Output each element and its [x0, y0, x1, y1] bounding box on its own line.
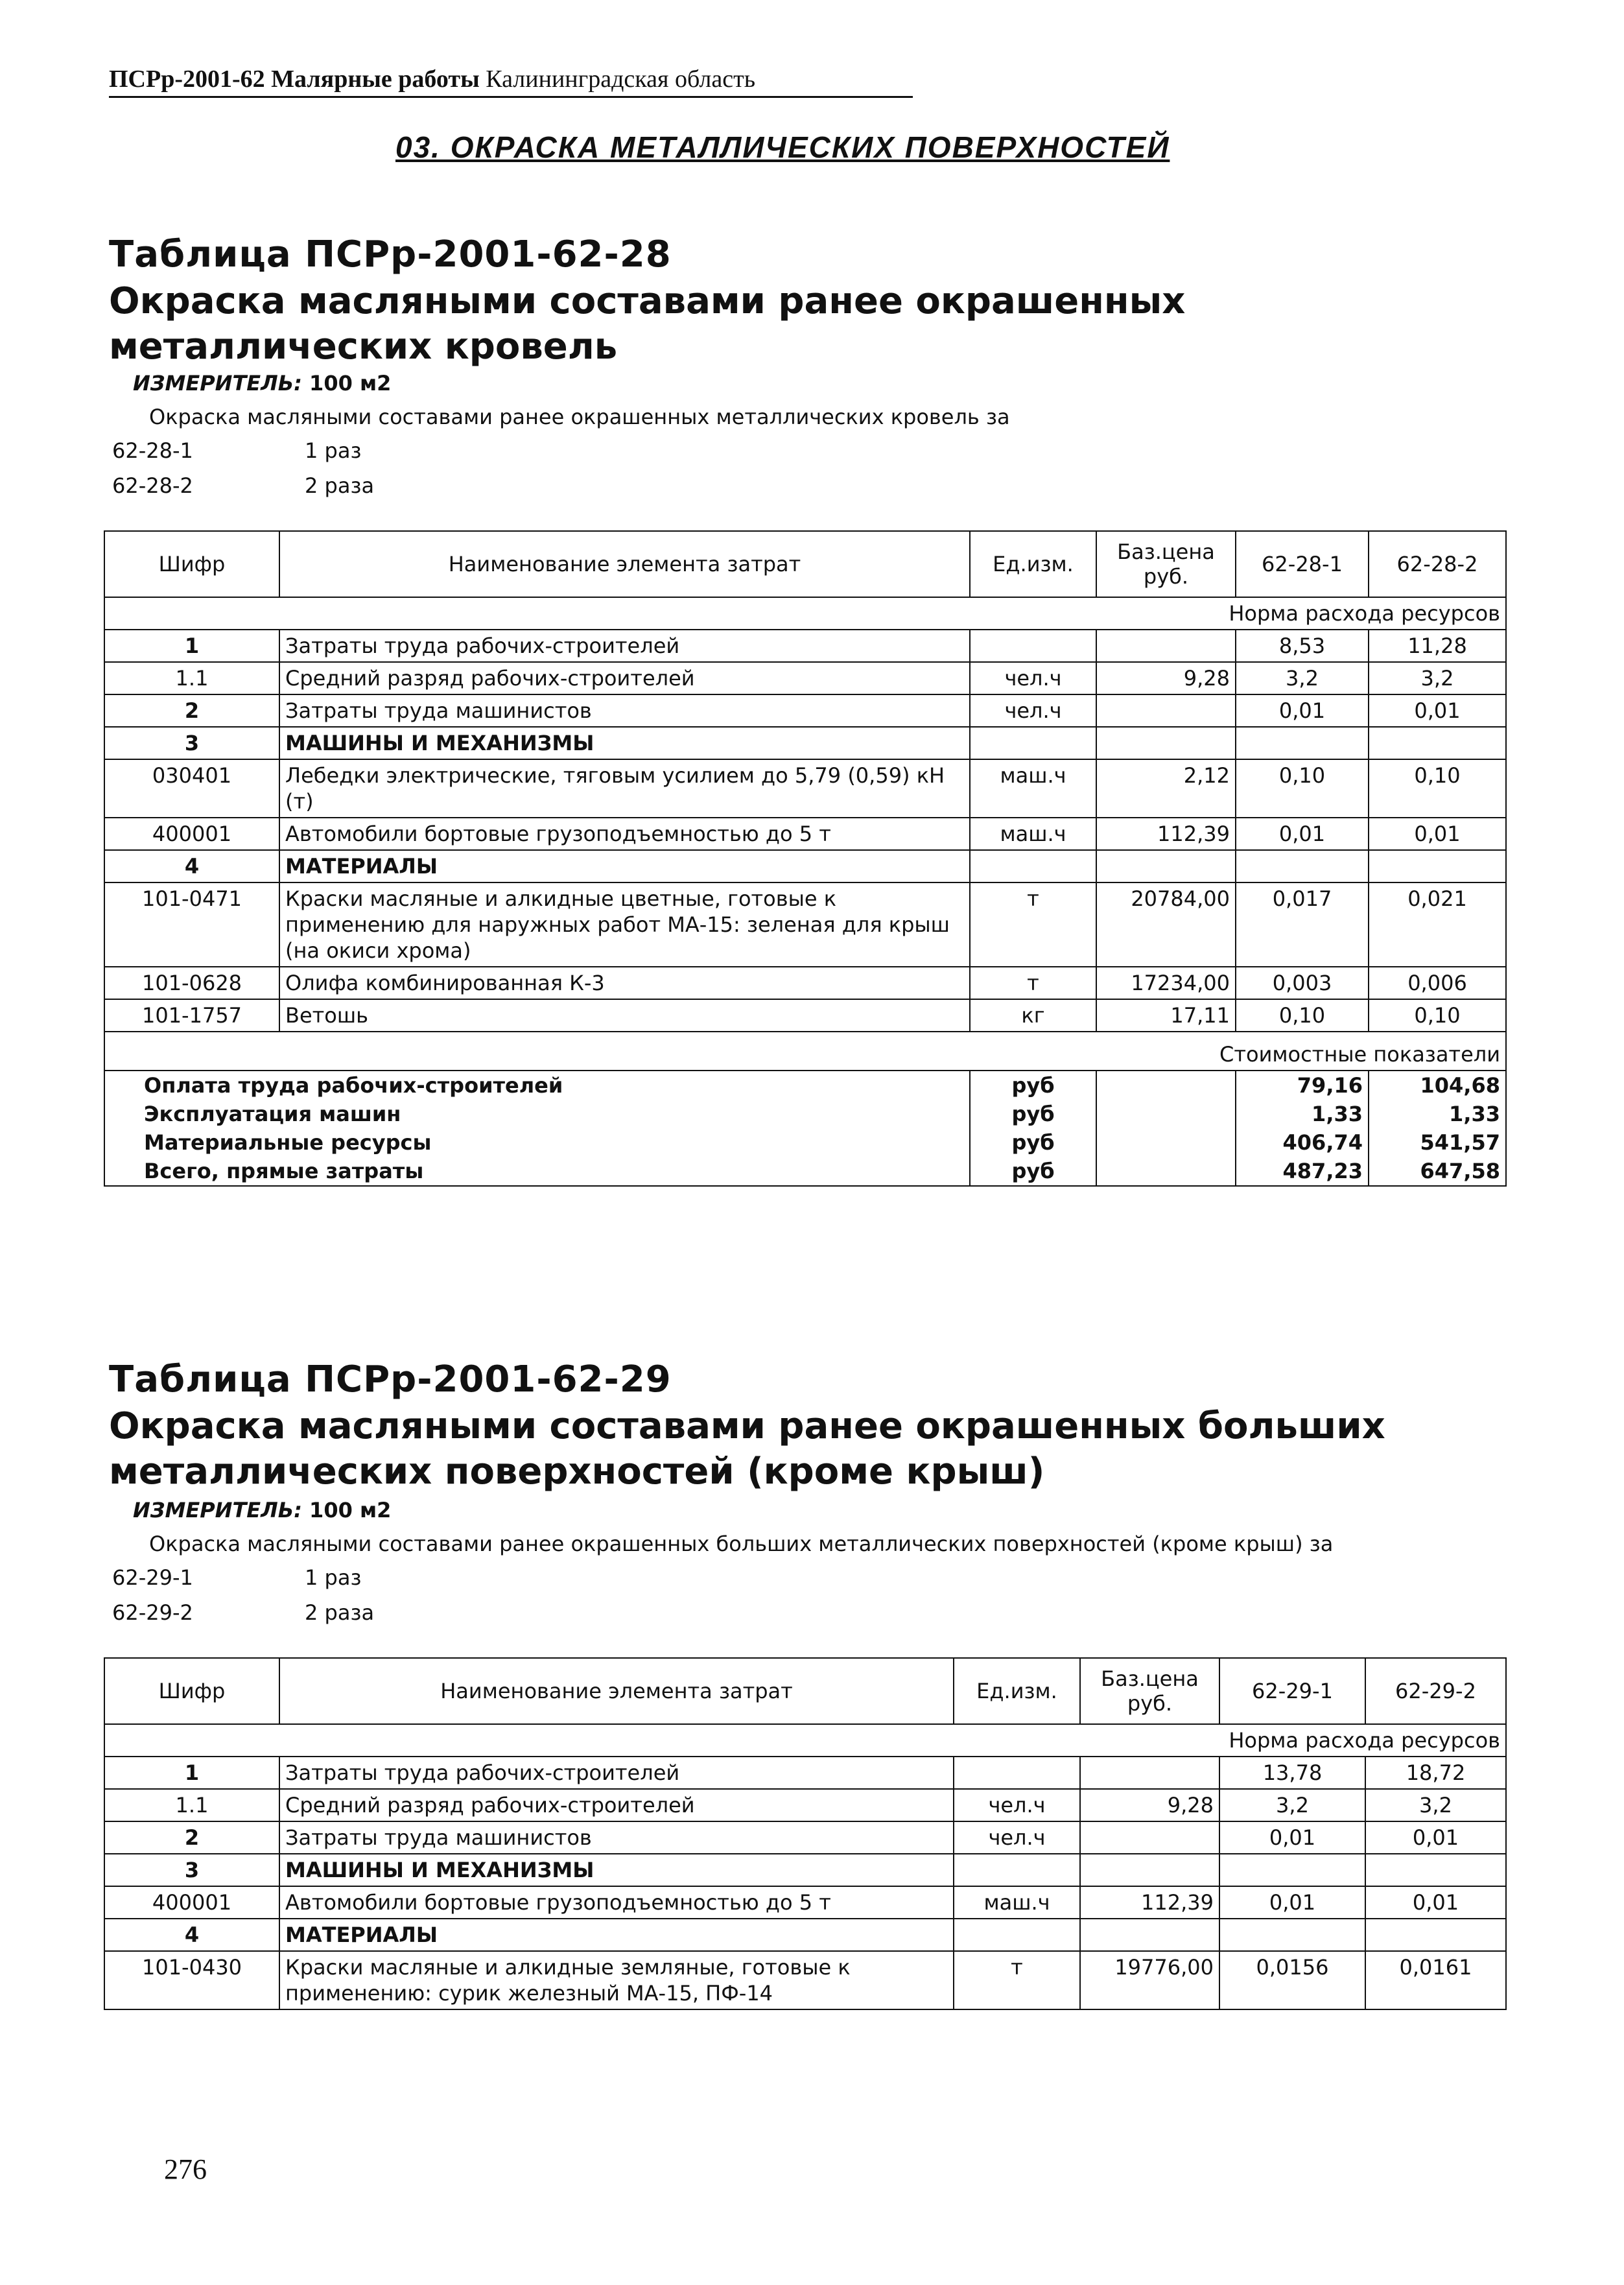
summary-value-1: 79,16 [1236, 1071, 1369, 1100]
cell-name: Автомобили бортовые грузоподъемностью до 5 т [279, 818, 970, 850]
variant-code: 62-28-2 [112, 473, 193, 498]
cell-price [1096, 850, 1236, 882]
section-title: 03. ОКРАСКА МЕТАЛЛИЧЕСКИХ ПОВЕРХНОСТЕЙ [395, 130, 1170, 164]
cell-norm-1 [1236, 850, 1369, 882]
cell-name: Лебедки электрические, тяговым усилием до 5,79 (0,59) кН (т) [279, 759, 970, 818]
cell-norm-1: 0,10 [1236, 999, 1369, 1032]
cell-code: 3 [104, 1854, 279, 1886]
meter-label: ИЗМЕРИТЕЛЬ: [133, 371, 302, 396]
table-row [104, 1886, 1506, 1919]
summary-value-1: 406,74 [1236, 1128, 1369, 1157]
cell-norm-2: 0,0161 [1365, 1951, 1506, 2009]
cell-price: 112,39 [1096, 818, 1236, 850]
cell-unit [970, 850, 1096, 882]
cell-unit: т [970, 967, 1096, 999]
table1-meter [133, 371, 391, 396]
table-row [104, 1821, 1506, 1854]
cell-price [1080, 1919, 1219, 1951]
cell-norm-2: 0,01 [1369, 818, 1506, 850]
meter-value: 100 м2 [309, 371, 392, 396]
cell-name: МАТЕРИАЛЫ [279, 850, 970, 882]
cell-code: 4 [104, 850, 279, 882]
cell-name: Краски масляные и алкидные земляные, готовые к применению: сурик железный МА-15, ПФ-14 [279, 1951, 954, 2009]
summary-value-2: 541,57 [1369, 1128, 1506, 1157]
cell-unit: чел.ч [970, 662, 1096, 694]
meter-label: ИЗМЕРИТЕЛЬ: [133, 1498, 302, 1522]
summary-row [104, 1128, 1506, 1157]
col-header: Баз.цена руб. [1096, 531, 1236, 597]
cell-unit: чел.ч [954, 1821, 1080, 1854]
summary-unit: руб [970, 1100, 1096, 1128]
table-row [104, 967, 1506, 999]
cell-unit [954, 1919, 1080, 1951]
cell-norm-1 [1219, 1854, 1365, 1886]
cell-norm-2: 0,01 [1365, 1886, 1506, 1919]
cell-name: Средний разряд рабочих-строителей [279, 662, 970, 694]
cell-norm-2 [1369, 850, 1506, 882]
col-header: Ед.изм. [970, 531, 1096, 597]
running-header [109, 65, 913, 98]
summary-value-2: 647,58 [1369, 1157, 1506, 1186]
cell-norm-2: 0,021 [1369, 882, 1506, 967]
norm-label: Норма расхода ресурсов [104, 1724, 1506, 1757]
cell-price [1096, 694, 1236, 727]
cell-norm-2: 0,006 [1369, 967, 1506, 999]
cell-norm-2: 3,2 [1369, 662, 1506, 694]
col-header: Баз.цена руб. [1080, 1658, 1219, 1724]
cell-price [1096, 630, 1236, 662]
col-header: 62-29-2 [1365, 1658, 1506, 1724]
col-header: 62-29-1 [1219, 1658, 1365, 1724]
norm-header-row [104, 1724, 1506, 1757]
summary-empty [1096, 1071, 1236, 1100]
cell-norm-1: 0,10 [1236, 759, 1369, 818]
cell-name: Олифа комбинированная К-3 [279, 967, 970, 999]
cell-price [1096, 727, 1236, 759]
summary-empty [1096, 1157, 1236, 1186]
cell-code: 101-0430 [104, 1951, 279, 2009]
cell-code: 1.1 [104, 662, 279, 694]
cell-unit: маш.ч [954, 1886, 1080, 1919]
variant-text: 1 раз [305, 1565, 362, 1590]
table1-subtitle: Окраска масляными составами ранее окрашенных металлических кровель [109, 280, 1186, 368]
cell-norm-1: 0,003 [1236, 967, 1369, 999]
table-row [104, 1854, 1506, 1886]
cell-norm-2 [1369, 727, 1506, 759]
col-header: 62-28-1 [1236, 531, 1369, 597]
summary-unit: руб [970, 1071, 1096, 1100]
cell-norm-2 [1365, 1919, 1506, 1951]
cell-norm-2: 3,2 [1365, 1789, 1506, 1821]
variant-code: 62-29-1 [112, 1565, 193, 1590]
summary-value-1: 1,33 [1236, 1100, 1369, 1128]
table-row [104, 662, 1506, 694]
cell-code: 101-1757 [104, 999, 279, 1032]
summary-value-2: 104,68 [1369, 1071, 1506, 1100]
cell-norm-1: 3,2 [1219, 1789, 1365, 1821]
cell-name: Краски масляные и алкидные цветные, готовые к применению для наружных работ МА-15: зеленая для крыш (на окиси хрома) [279, 882, 970, 967]
cell-norm-1: 0,01 [1236, 694, 1369, 727]
cell-code: 101-0628 [104, 967, 279, 999]
cell-norm-2: 0,01 [1365, 1821, 1506, 1854]
cell-name: Затраты труда рабочих-строителей [279, 1757, 954, 1789]
summary-label: Всего, прямые затраты [104, 1157, 970, 1186]
summary-empty [1096, 1100, 1236, 1128]
cell-code: 101-0471 [104, 882, 279, 967]
cell-norm-1: 0,01 [1219, 1886, 1365, 1919]
cell-code: 2 [104, 694, 279, 727]
cell-code: 1.1 [104, 1789, 279, 1821]
cell-norm-2: 0,10 [1369, 999, 1506, 1032]
cell-norm-1: 0,0156 [1219, 1951, 1365, 2009]
col-header: Шифр [104, 531, 279, 597]
table1-title: Таблица ПСРр-2001-62-28 [109, 233, 672, 276]
cell-price: 2,12 [1096, 759, 1236, 818]
cell-code: 2 [104, 1821, 279, 1854]
cell-code: 400001 [104, 818, 279, 850]
cell-name: МАТЕРИАЛЫ [279, 1919, 954, 1951]
cell-price: 20784,00 [1096, 882, 1236, 967]
cell-price: 19776,00 [1080, 1951, 1219, 2009]
summary-label: Оплата труда рабочих-строителей [104, 1071, 970, 1100]
summary-row [104, 1100, 1506, 1128]
cell-norm-1: 3,2 [1236, 662, 1369, 694]
cell-norm-2 [1365, 1854, 1506, 1886]
cell-code: 400001 [104, 1886, 279, 1919]
table1-description: Окраска масляными составами ранее окрашенных металлических кровель за [149, 405, 1010, 429]
table-row [104, 850, 1506, 882]
cell-norm-1 [1236, 727, 1369, 759]
col-header: 62-28-2 [1369, 531, 1506, 597]
table-header-row [104, 1658, 1506, 1724]
cell-name: Затраты труда рабочих-строителей [279, 630, 970, 662]
cell-unit: т [970, 882, 1096, 967]
cell-norm-1: 0,01 [1236, 818, 1369, 850]
cell-name: Затраты труда машинистов [279, 694, 970, 727]
table-row [104, 759, 1506, 818]
table-row [104, 882, 1506, 967]
cost-header-row [104, 1032, 1506, 1071]
cell-code: 1 [104, 1757, 279, 1789]
col-header: Ед.изм. [954, 1658, 1080, 1724]
header-code: ПСРр-2001-62 Малярные работы [109, 65, 480, 93]
cell-price: 9,28 [1080, 1789, 1219, 1821]
variant-code: 62-29-2 [112, 1600, 193, 1625]
cell-norm-1: 0,017 [1236, 882, 1369, 967]
summary-label: Эксплуатация машин [104, 1100, 970, 1128]
summary-unit: руб [970, 1157, 1096, 1186]
summary-row [104, 1071, 1506, 1100]
table2 [104, 1657, 1507, 2010]
table-row [104, 727, 1506, 759]
table-header-row [104, 531, 1506, 597]
cell-unit: чел.ч [970, 694, 1096, 727]
table-row [104, 1951, 1506, 2009]
table-row [104, 999, 1506, 1032]
variant-code: 62-28-1 [112, 438, 193, 463]
table-row [104, 818, 1506, 850]
cell-name: МАШИНЫ И МЕХАНИЗМЫ [279, 1854, 954, 1886]
cell-unit: маш.ч [970, 818, 1096, 850]
table2-meter [133, 1498, 391, 1522]
cell-unit [954, 1854, 1080, 1886]
cell-price: 17,11 [1096, 999, 1236, 1032]
cell-norm-1: 8,53 [1236, 630, 1369, 662]
cell-name: Автомобили бортовые грузоподъемностью до 5 т [279, 1886, 954, 1919]
cell-unit: кг [970, 999, 1096, 1032]
summary-value-1: 487,23 [1236, 1157, 1369, 1186]
cell-norm-2: 0,01 [1369, 694, 1506, 727]
table2-subtitle: Окраска масляными составами ранее окрашенных больших металлических поверхностей (кроме крыш) [109, 1405, 1385, 1493]
table-row [104, 1789, 1506, 1821]
cell-unit: т [954, 1951, 1080, 2009]
cell-unit: чел.ч [954, 1789, 1080, 1821]
cell-price: 112,39 [1080, 1886, 1219, 1919]
cell-name: Ветошь [279, 999, 970, 1032]
cell-price [1080, 1821, 1219, 1854]
summary-label: Материальные ресурсы [104, 1128, 970, 1157]
cell-name: Затраты труда машинистов [279, 1821, 954, 1854]
cell-norm-2: 0,10 [1369, 759, 1506, 818]
cell-price [1080, 1757, 1219, 1789]
table-row [104, 1757, 1506, 1789]
cost-label: Стоимостные показатели [104, 1032, 1506, 1071]
cell-unit: маш.ч [970, 759, 1096, 818]
table-row [104, 630, 1506, 662]
cell-price: 9,28 [1096, 662, 1236, 694]
cell-unit [954, 1757, 1080, 1789]
cell-name: Средний разряд рабочих-строителей [279, 1789, 954, 1821]
variant-text: 1 раз [305, 438, 362, 463]
col-header: Шифр [104, 1658, 279, 1724]
cell-norm-1: 13,78 [1219, 1757, 1365, 1789]
summary-row [104, 1157, 1506, 1186]
header-region: Калининградская область [486, 65, 756, 93]
variant-text: 2 раза [305, 1600, 375, 1625]
table2-title: Таблица ПСРр-2001-62-29 [109, 1358, 672, 1401]
cell-norm-2: 11,28 [1369, 630, 1506, 662]
norm-header-row [104, 597, 1506, 630]
summary-value-2: 1,33 [1369, 1100, 1506, 1128]
cell-code: 030401 [104, 759, 279, 818]
meter-value: 100 м2 [309, 1498, 392, 1522]
table-row [104, 1919, 1506, 1951]
cell-code: 1 [104, 630, 279, 662]
cell-name: МАШИНЫ И МЕХАНИЗМЫ [279, 727, 970, 759]
cell-unit [970, 727, 1096, 759]
cell-norm-1: 0,01 [1219, 1821, 1365, 1854]
norm-label: Норма расхода ресурсов [104, 597, 1506, 630]
summary-empty [1096, 1128, 1236, 1157]
col-header: Наименование элемента затрат [279, 531, 970, 597]
cell-price: 17234,00 [1096, 967, 1236, 999]
cell-unit [970, 630, 1096, 662]
col-header: Наименование элемента затрат [279, 1658, 954, 1724]
page-number: 276 [164, 2153, 207, 2185]
cell-norm-2: 18,72 [1365, 1757, 1506, 1789]
table2-description: Окраска масляными составами ранее окрашенных больших металлических поверхностей (кроме крыш) за [149, 1532, 1334, 1556]
cell-norm-1 [1219, 1919, 1365, 1951]
cell-code: 4 [104, 1919, 279, 1951]
table-row [104, 694, 1506, 727]
table1 [104, 530, 1507, 1187]
summary-unit: руб [970, 1128, 1096, 1157]
cell-code: 3 [104, 727, 279, 759]
cell-price [1080, 1854, 1219, 1886]
variant-text: 2 раза [305, 473, 375, 498]
